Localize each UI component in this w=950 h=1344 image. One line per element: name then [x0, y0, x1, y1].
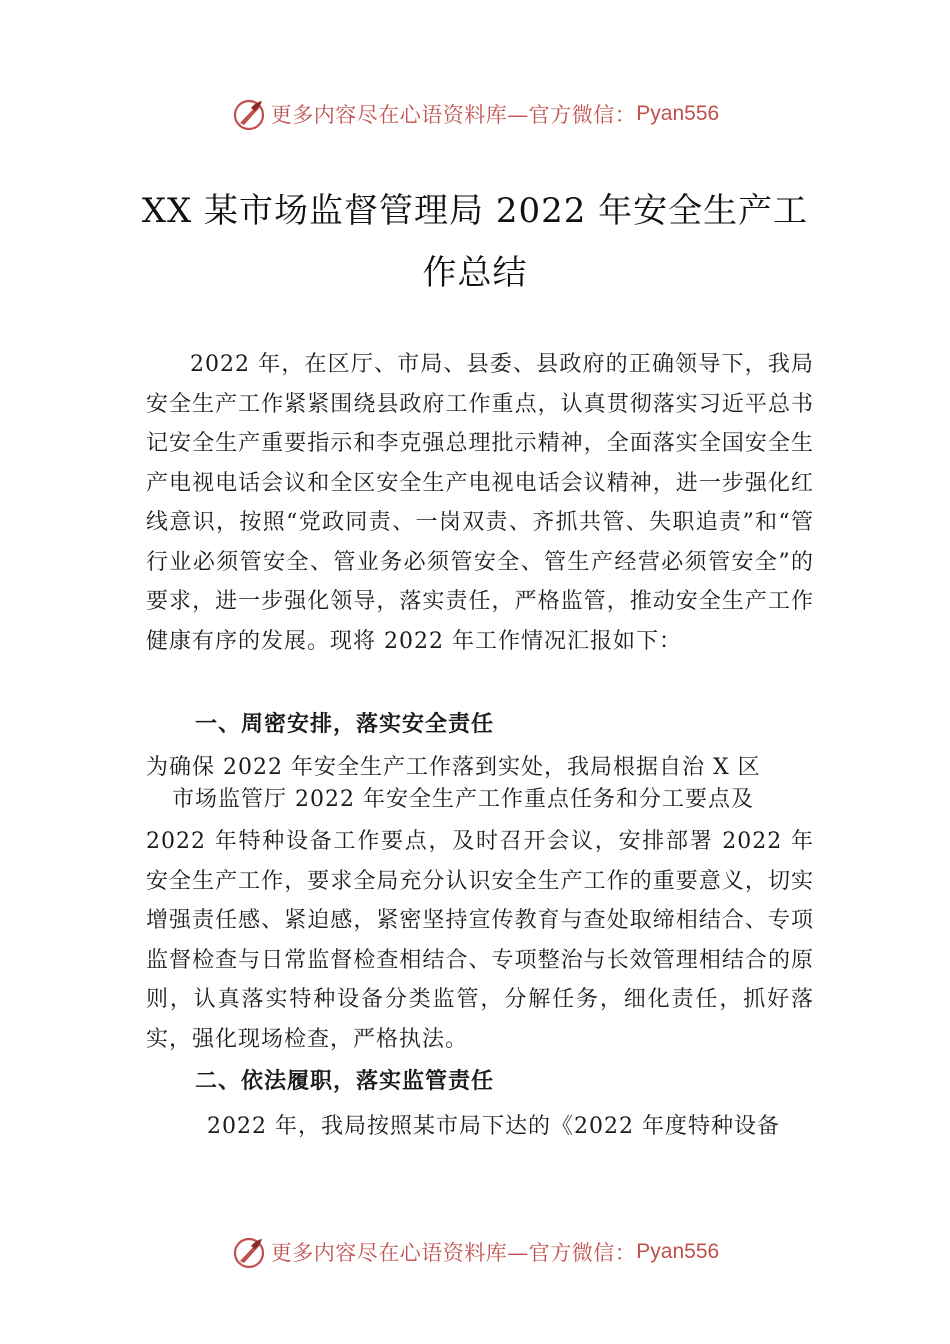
quill-logo-icon [231, 1234, 267, 1270]
title-line-2: 作总结 [422, 253, 528, 293]
banner-text: 更多内容尽在心语资料库—官方微信： [270, 1241, 637, 1265]
banner-wechat-id: Pyan556 [636, 102, 720, 125]
banner-wechat-id: Pyan556 [636, 1240, 720, 1263]
banner-text: 更多内容尽在心语资料库—官方微信： [270, 103, 637, 127]
section-2-heading: 二、依法履职，落实监管责任 [195, 1069, 495, 1094]
document-title [120, 180, 830, 304]
section-2-paragraph: 2022 年，我局按照某市局下达的《2022 年度特种设备 [207, 1114, 780, 1139]
section-1-paragraph: 2022 年特种设备工作要点，及时召开会议，安排部署 2022 年安全生产工作，要求全局充分认识安全生产工作的重要意义，切实增强责任感、紧迫感，紧密坚持宣传教育与查处取缔相结合、专项监督检查与日常监督检查相结合、专项整治与长效管理相结合的原则，认真落实特种设备分类监管，分解任务，细化责任，抓好落实，强化现场检查，严格执法。 [146, 829, 814, 1052]
section-1-line-1: 为确保 2022 年安全生产工作落到实处，我局根据自治 X 区 [146, 755, 761, 780]
header-watermark-banner [0, 94, 950, 134]
section-1-heading: 一、周密安排，落实安全责任 [195, 712, 495, 737]
section-1-line-2: 市场监管厅 2022 年安全生产工作重点任务和分工要点及 [172, 787, 754, 812]
quill-logo-icon [231, 96, 267, 132]
intro-paragraph: 2022 年，在区厅、市局、县委、县政府的正确领导下，我局安全生产工作紧紧围绕县政府工作重点，认真贯彻落实习近平总书记安全生产重要指示和李克强总理批示精神，全面落实全国安全生产电视电话会议和全区安全生产电视电话会议精神，进一步强化红线意识，按照“党政同责、一岗双责、齐抓共管、失职追责”和“管行业必须管安全、管业务必须管安全、管生产经营必须管安全”的要求，进一步强化领导，落实责任，严格监管，推动安全生产工作健康有序的发展。现将 2022 年工作情况汇报如下： [146, 352, 814, 654]
title-line-1: XX 某市场监督管理局 2022 年安全生产工 [141, 191, 809, 231]
footer-watermark-banner [0, 1232, 950, 1272]
